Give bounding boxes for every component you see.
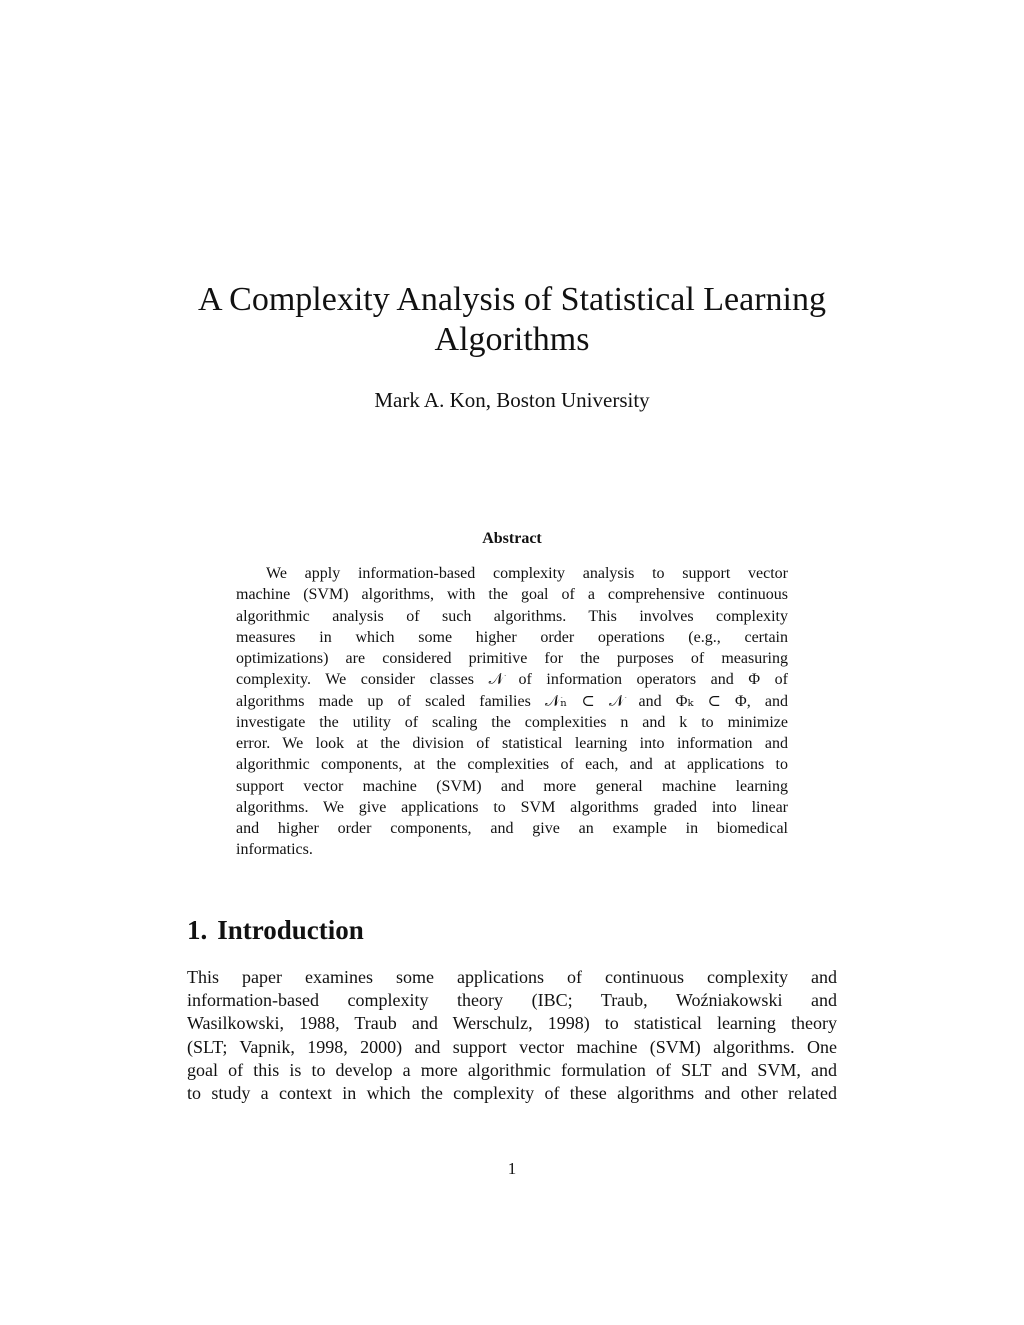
abstract-line: algorithmic components, at the complexities of each, and at applications to <box>236 756 788 774</box>
abstract-line: and higher order components, and give an example in biomedical <box>236 820 788 837</box>
abstract-line: informatics. <box>236 841 313 859</box>
abstract-line: algorithms made up of scaled families 𝒩ₙ ⊂ 𝒩 and Φₖ ⊂ Φ, and <box>236 692 788 710</box>
intro-line: This paper examines some applications of continuous complexity and <box>187 967 837 987</box>
abstract-body <box>236 563 788 861</box>
abstract-line: machine (SVM) algorithms, with the goal of a comprehensive continuous <box>236 586 788 604</box>
section-heading <box>187 912 364 948</box>
intro-line: (SLT; Vapnik, 1998, 2000) and support vector machine (SVM) algorithms. One <box>187 1036 837 1057</box>
abstract-heading: Abstract <box>482 530 542 547</box>
intro-paragraph <box>187 966 837 1105</box>
abstract-line: investigate the utility of scaling the complexities n and k to minimize <box>236 713 788 731</box>
paper-title-line-2: Algorithms <box>434 321 590 358</box>
abstract-line: algorithms. We give applications to SVM algorithms graded into linear <box>236 798 788 816</box>
abstract-line: support vector machine (SVM) and more general machine learning <box>236 777 788 795</box>
abstract-line: algorithmic analysis of such algorithms. This involves complexity <box>236 607 788 625</box>
intro-line: Wasilkowski, 1988, Traub and Werschulz, 1998) to statistical learning theory <box>187 1013 837 1034</box>
abstract-line: error. We look at the division of statistical learning into information and <box>236 735 788 752</box>
page-number: 1 <box>507 1159 517 1178</box>
author-line: Mark A. Kon, Boston University <box>374 388 650 412</box>
abstract-line: We apply information-based complexity analysis to support vector <box>266 565 788 582</box>
intro-line: to study a context in which the complexity of these algorithms and other related <box>187 1082 837 1103</box>
abstract-line: complexity. We consider classes 𝒩 of information operators and Φ of <box>236 671 788 689</box>
paper-title <box>0 280 1024 360</box>
section-title: Introduction <box>217 915 364 945</box>
abstract-line: measures in which some higher order operations (e.g., certain <box>236 628 788 646</box>
paper-title-line-1: A Complexity Analysis of Statistical Learning <box>198 281 826 318</box>
section-number: 1. <box>187 915 208 945</box>
abstract-line: optimizations) are considered primitive for the purposes of measuring <box>236 650 788 667</box>
intro-line: goal of this is to develop a more algorithmic formulation of SLT and SVM, and <box>187 1059 837 1080</box>
intro-line: information-based complexity theory (IBC; Traub, Woźniakowski and <box>187 990 837 1011</box>
